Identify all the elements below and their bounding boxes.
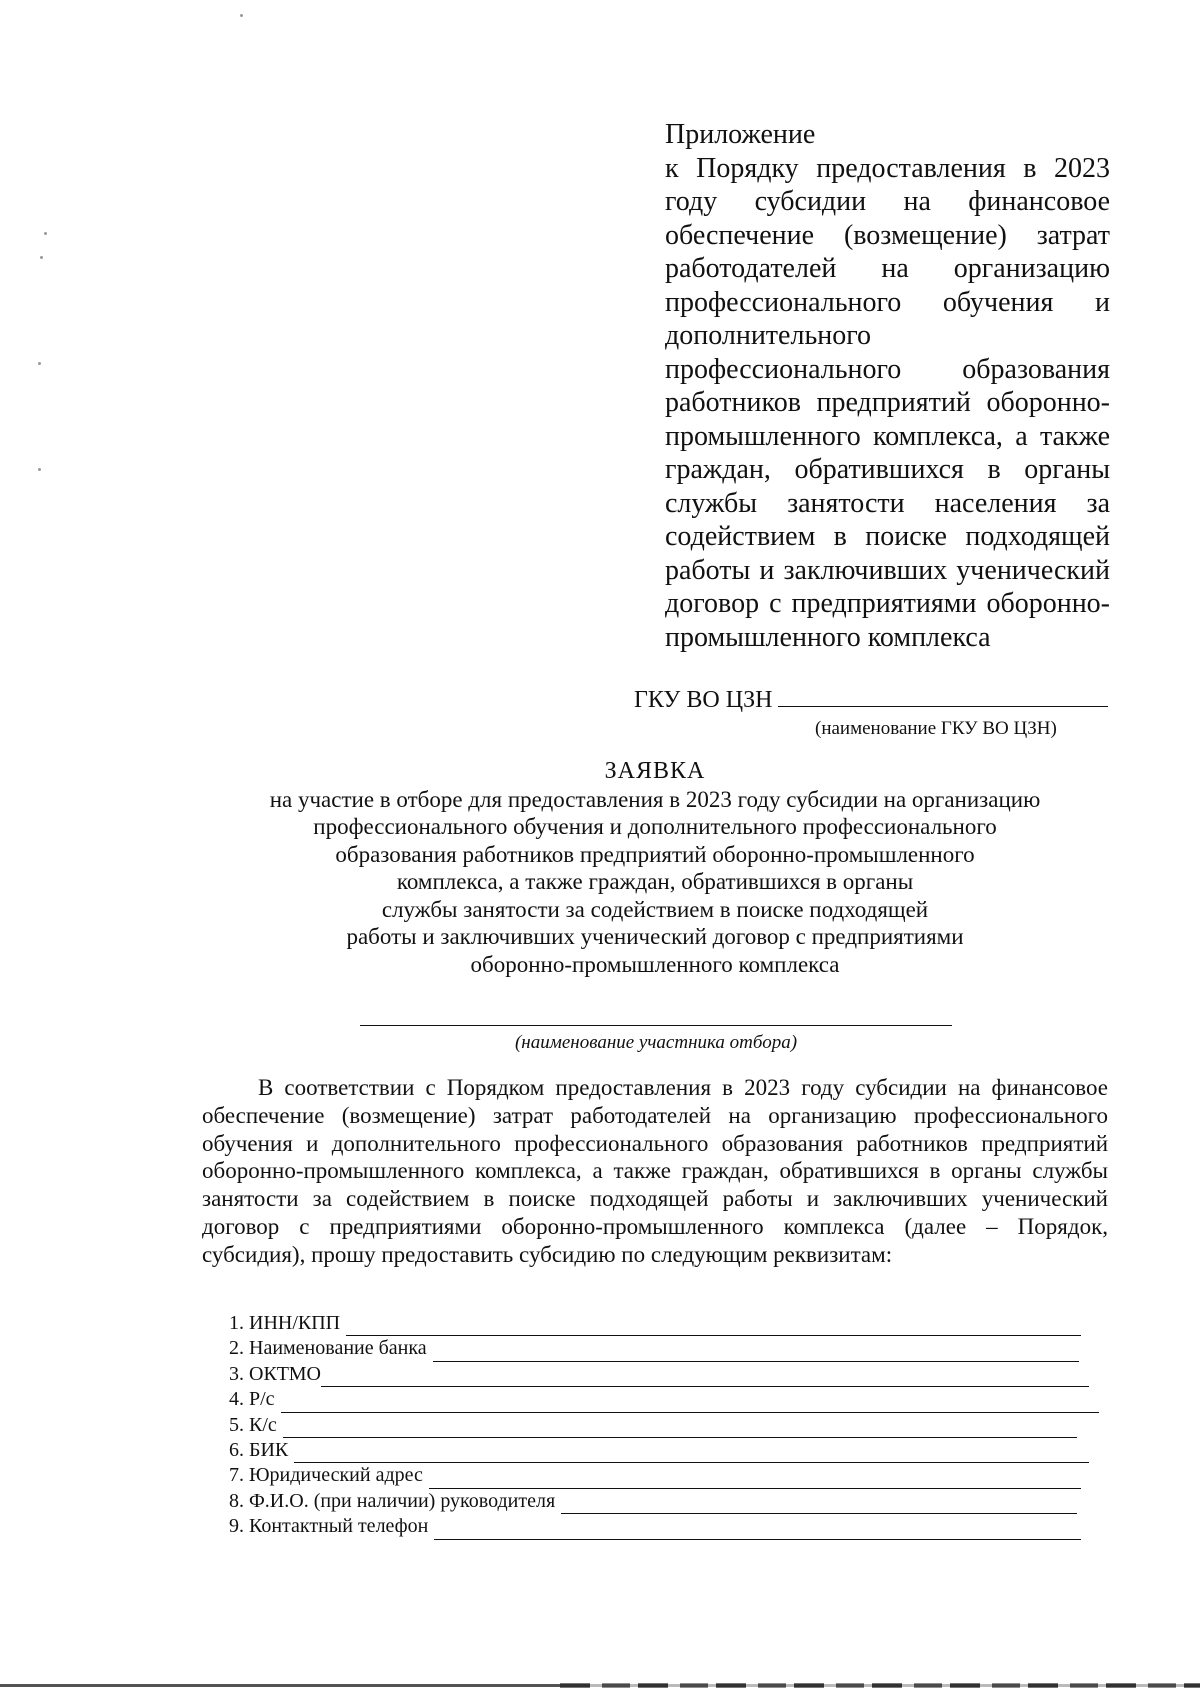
application-subtitle-line: на участие в отборе для предоставления в 2023 году субсидии на организацию	[269, 786, 1041, 812]
requisite-account	[229, 1387, 1109, 1412]
requisite-bank-name	[229, 1336, 1109, 1361]
requisite-label: 4. Р/с	[229, 1388, 275, 1411]
addressee-fill-line[interactable]	[778, 686, 1108, 707]
requisite-fill-line[interactable]	[434, 1521, 1081, 1540]
requisites-list	[229, 1311, 1109, 1540]
requisite-corr-account	[229, 1413, 1109, 1438]
scan-speck	[38, 362, 41, 365]
requisite-director-name	[229, 1489, 1109, 1514]
requisite-phone	[229, 1514, 1109, 1539]
requisite-label: 8. Ф.И.О. (при наличии) руководителя	[229, 1489, 556, 1512]
requisite-inn-kpp	[229, 1311, 1109, 1336]
addressee-label: ГКУ ВО ЦЗН	[634, 687, 773, 713]
application-subtitle-line: работы и заключивших ученический договор с предприятиями	[346, 924, 964, 949]
requisite-label: 2. Наименование банка	[229, 1337, 427, 1360]
requisite-label: 9. Контактный телефон	[229, 1515, 429, 1538]
addressee-caption: (наименование ГКУ ВО ЦЗН)	[815, 718, 1057, 739]
requisite-fill-line[interactable]	[346, 1317, 1081, 1336]
scan-speck	[240, 14, 243, 17]
requisite-fill-line[interactable]	[294, 1444, 1089, 1463]
participant-caption: (наименование участника отбора)	[514, 1032, 798, 1053]
requisite-fill-line[interactable]	[283, 1419, 1077, 1438]
requisite-fill-line[interactable]	[429, 1470, 1081, 1489]
appendix-block	[665, 118, 1110, 654]
requisite-fill-line[interactable]	[433, 1343, 1079, 1362]
requisite-fill-line[interactable]	[561, 1495, 1077, 1514]
requisite-legal-address	[229, 1463, 1109, 1488]
application-subtitle-line: образования работников предприятий оборонно-промышленного	[335, 841, 975, 867]
request-paragraph: В соответствии с Порядком предоставления в 2023 году субсидии на финансовое обеспечение (возмещение) затрат работодателей на организацию профессионального обучения и дополнительного профессионального образования работников предприятий оборонно-промышленного комплекса, а также граждан, обратившихся в органы службы занятости за содействием в поиске подходящей работы и заключивших ученический договор с предприятиями оборонно-промышленного комплекса (далее – Порядок, субсидия), прошу предоставить субсидию по следующим реквизитам:	[202, 1075, 1108, 1267]
requisite-oktmo	[229, 1362, 1109, 1387]
requisite-fill-line[interactable]	[321, 1368, 1089, 1387]
requisite-bik	[229, 1438, 1109, 1463]
application-subtitle-line: службы занятости за содействием в поиске подходящей	[381, 896, 929, 922]
application-subtitle-line: комплекса, а также граждан, обратившихся в органы	[396, 869, 914, 894]
requisite-label: 7. Юридический адрес	[229, 1464, 423, 1487]
requisite-label: 3. ОКТМО	[229, 1362, 321, 1385]
scan-bottom-edge-texture	[560, 1683, 1200, 1688]
application-title: ЗАЯВКА	[604, 758, 706, 784]
requisite-label: 6. БИК	[229, 1438, 289, 1461]
appendix-title: Приложение	[665, 119, 816, 150]
application-heading-block	[170, 758, 1140, 978]
scan-speck	[40, 256, 43, 259]
participant-fill-line[interactable]	[360, 1025, 952, 1026]
scan-speck	[44, 232, 47, 235]
addressee-line	[634, 686, 1109, 714]
appendix-text: к Порядку предоставления в 2023 году субсидии на финансовое обеспечение (возмещение) затрат работодателей на организацию профессионального обучения и дополнительного профессионального образования работников предприятий оборонно-промышленного комплекса, а также граждан, обратившихся в органы службы занятости населения за содействием в поиске подходящей работы и заключивших ученический договор с предприятиями оборонно-промышленного комплекса	[665, 152, 1110, 653]
requisite-fill-line[interactable]	[281, 1394, 1099, 1413]
scan-speck	[38, 468, 41, 471]
application-subtitle-line: профессионального обучения и дополнительного профессионального	[313, 814, 997, 839]
requisite-label: 1. ИНН/КПП	[229, 1311, 341, 1334]
requisite-label: 5. К/с	[229, 1413, 277, 1436]
application-subtitle-line: оборонно-промышленного комплекса	[470, 951, 840, 977]
